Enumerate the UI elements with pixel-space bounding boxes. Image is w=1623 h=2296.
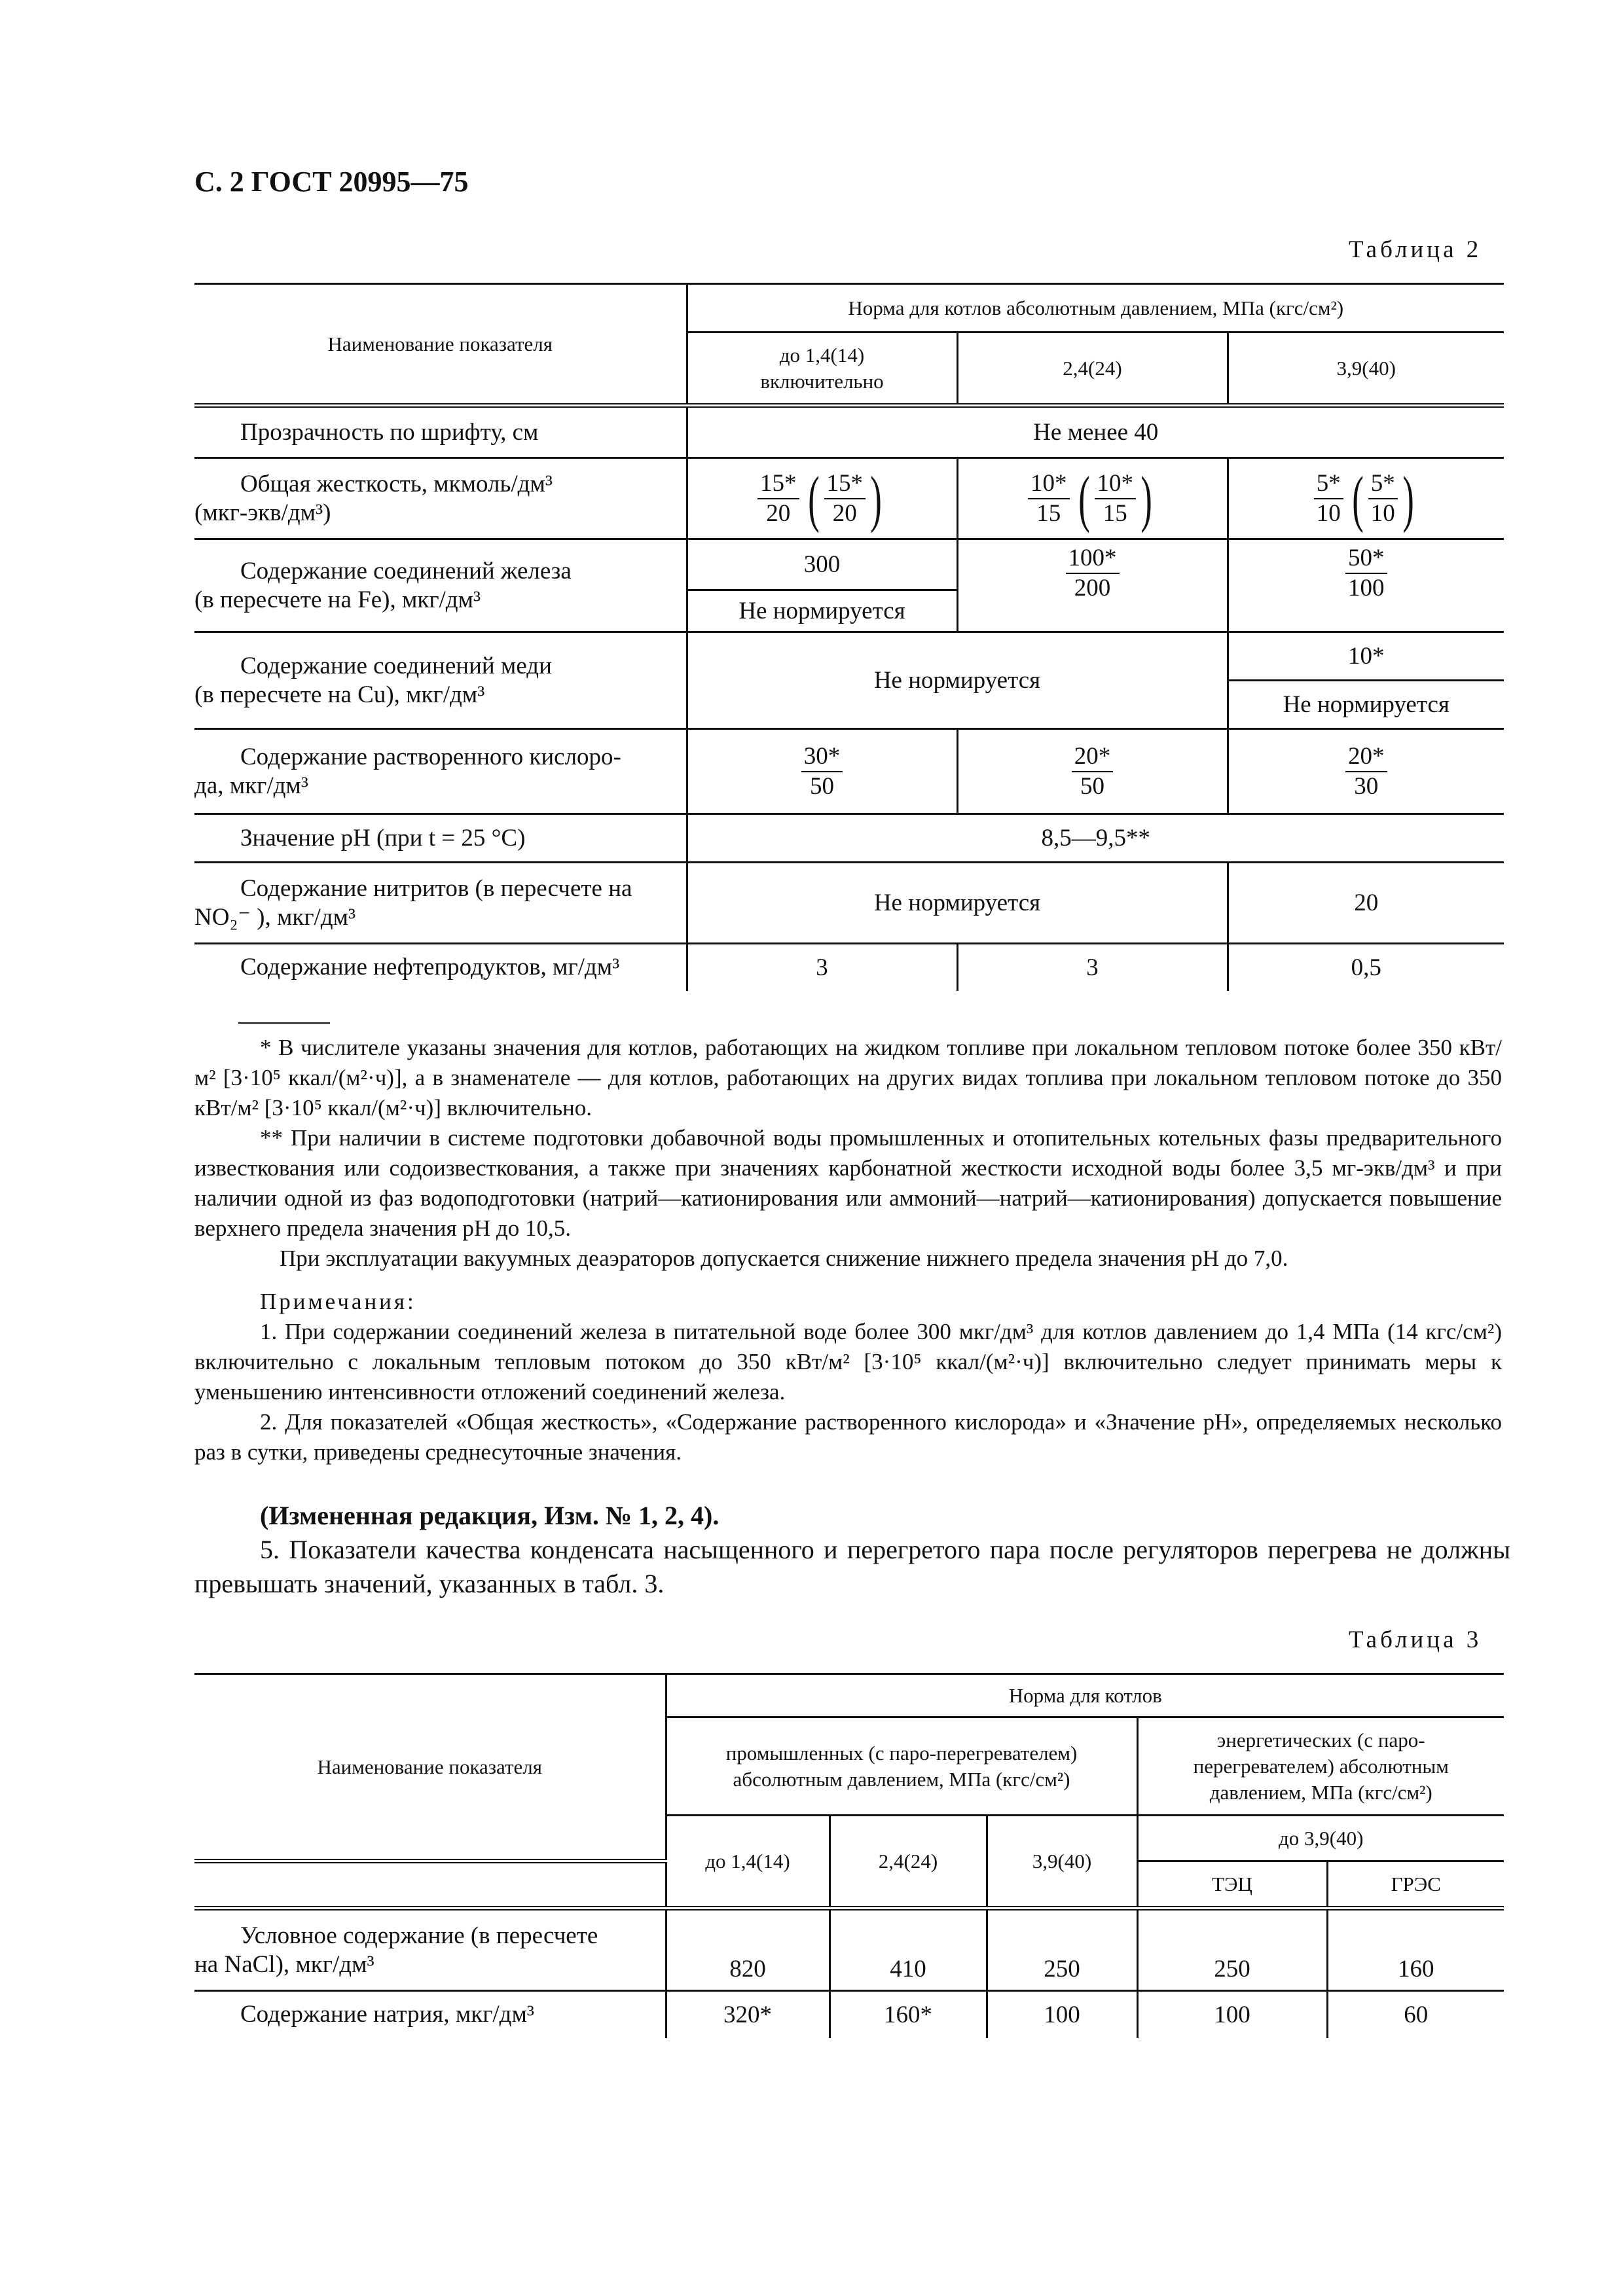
frac-den: 10: [1370, 499, 1395, 527]
t3-r2-c5: 60: [1327, 1991, 1504, 2038]
t2-r4-name: [194, 632, 687, 729]
footnote-3: При эксплуатации вакуумных деаэраторов допускается снижение нижнего предела значения pH до 7,0.: [280, 1246, 1288, 1271]
t3-c45: до 3,9(40): [1137, 1816, 1504, 1861]
t2-col2: 2,4(24): [957, 332, 1228, 406]
t2-r5-c1: [687, 729, 957, 814]
t3-c2: 2,4(24): [830, 1816, 987, 1909]
t3-c3: 3,9(40): [987, 1816, 1137, 1909]
t2-r6-value: 8,5—9,5**: [687, 814, 1504, 863]
t3-r1-c5: 160: [1327, 1909, 1504, 1991]
table3-caption: Таблица 3: [1349, 1626, 1482, 1653]
t2-r2-c1: $\frac{15*}{20}$ ( $\frac{15*}{20}$ ): [687, 458, 957, 539]
frac-num: 10*: [1028, 469, 1070, 499]
t2-r7-c12: Не нормируется: [687, 863, 1228, 944]
table3: [194, 1673, 1504, 2038]
t2-r2-name-b: (мкг-экв/дм³): [194, 499, 331, 526]
t2-r3-c1b: Не нормируется: [687, 590, 957, 632]
t3-c4: ТЭЦ: [1137, 1861, 1327, 1909]
frac-den: 50: [1080, 772, 1104, 800]
t2-r4-c3b: Не нормируется: [1228, 681, 1504, 729]
t3-r2-c2: 160*: [830, 1991, 987, 2038]
t3-col-name: Наименование показателя: [194, 1674, 666, 1861]
table2: [194, 283, 1504, 991]
t3-r1-c1: 820: [666, 1909, 830, 1991]
t3-r2-c4: 100: [1137, 1991, 1327, 2038]
t2-r5-c3: [1228, 729, 1504, 814]
t2-r3-name-b: (в пересчете на Fe), мкг/дм³: [194, 586, 481, 613]
t2-r3-c1: 300: [687, 539, 957, 590]
t2-r3-c2: [957, 539, 1228, 632]
t2-r5-name-b: да, мкг/дм³: [194, 772, 308, 799]
t2-r8-c1: 3: [687, 944, 957, 991]
paragraph-5: 5. Показатели качества конденсата насыщенного и перегретого пара после регуляторов перегрева не должны превышать значений, указанных в табл. 3.: [194, 1535, 1510, 1598]
t3-c5: ГРЭС: [1327, 1861, 1504, 1909]
frac-num: 100*: [1066, 544, 1120, 574]
frac-den: 20: [832, 499, 857, 527]
frac-num: 10*: [1095, 469, 1137, 499]
t3-r1-name-a: Условное содержание (в пересчете: [240, 1922, 598, 1949]
t2-r4-c3a: 10*: [1228, 632, 1504, 681]
t3-grp-ind: промышленных (с паро-перегревателем) абсолютным давлением, МПа (кгс/см²): [666, 1717, 1137, 1816]
t2-col-name: Наименование показателя: [194, 284, 687, 406]
revision-note: (Измененная редакция, Изм. № 1, 2, 4).: [260, 1501, 720, 1530]
frac-den: 15: [1103, 499, 1127, 527]
t2-r5-name: [194, 729, 687, 814]
t2-r3-name-a: Содержание соединений железа: [240, 557, 572, 584]
frac-num: 5*: [1314, 469, 1343, 499]
frac-den: 100: [1348, 575, 1385, 601]
t3-r1-c2: 410: [830, 1909, 987, 1991]
frac-num: 30*: [801, 742, 843, 772]
t2-r2-c2: $\frac{10*}{15}$ ( $\frac{10*}{15}$ ): [957, 458, 1228, 539]
t2-r1-value: Не менее 40: [687, 406, 1504, 458]
frac-den: 30: [1354, 772, 1379, 800]
main-text: [194, 1499, 1510, 1601]
t2-r7-name-b: NO₂⁻ ), мкг/дм³: [194, 903, 356, 931]
frac-den: 20: [766, 499, 791, 527]
t2-r1-name: Прозрачность по шрифту, см: [240, 418, 539, 446]
t2-r4-name-b: (в пересчете на Cu), мкг/дм³: [194, 681, 485, 708]
t3-r2-name: Содержание натрия, мкг/дм³: [240, 2001, 535, 2028]
t2-r8-c3: 0,5: [1228, 944, 1504, 991]
t2-r3-name: [194, 539, 687, 632]
frac-den: 50: [810, 772, 834, 800]
page-header: С. 2 ГОСТ 20995—75: [194, 166, 469, 198]
t3-grp-en: энергетических (с паро-перегревателем) абсолютным давлением, МПа (кгс/см²): [1137, 1717, 1504, 1816]
t2-col-group: Норма для котлов абсолютным давлением, МПа (кгс/см²): [687, 284, 1504, 332]
frac-num: 15*: [757, 469, 799, 499]
t2-col1: до 1,4(14) включительно: [687, 332, 957, 406]
t2-r5-name-a: Содержание растворенного кислоро-: [240, 743, 621, 770]
frac-num: 5*: [1368, 469, 1398, 499]
frac-den: 10: [1316, 499, 1341, 527]
t3-r1-name: [194, 1909, 666, 1991]
t2-r6-name: Значение pH (при t = 25 °C): [240, 824, 526, 852]
t3-r1-c4: 250: [1137, 1909, 1327, 1991]
t2-r4-name-a: Содержание соединений меди: [240, 652, 552, 679]
t2-r2-name: [194, 458, 687, 539]
note-1: 1. При содержании соединений железа в питательной воде более 300 мкг/дм³ для котлов давлением до 1,4 МПа (14 кгс/см²) включительно с локальным тепловым потоком до 350 кВт/м² [3·10⁵ ккал/(м²·ч)] включительно следует принимать меры к уменьшению интенсивности отложений соединений железа.: [194, 1319, 1502, 1405]
t2-r7-name-a: Содержание нитритов (в пересчете на: [240, 874, 632, 902]
footnote-1: * В числителе указаны значения для котлов, работающих на жидком топливе при локальном тепловом потоке более 350 кВт/м² [3·10⁵ ккал/(м²·ч)], а в знаменателе — для котлов, работающих на других видах топлива при локальном тепловом потоке до 350 кВт/м² [3·10⁵ ккал/(м²·ч)] включительно.: [194, 1035, 1502, 1121]
notes-title: Примечания:: [260, 1289, 416, 1314]
t3-r1-name-b: на NaCl), мкг/дм³: [194, 1950, 374, 1978]
frac-num: 20*: [1345, 742, 1387, 772]
frac-num: 20*: [1072, 742, 1114, 772]
t2-r3-c3: [1228, 539, 1504, 632]
t2-r8-c2: 3: [957, 944, 1228, 991]
t2-r7-c3: 20: [1228, 863, 1504, 944]
note-2: 2. Для показателей «Общая жесткость», «Содержание растворенного кислорода» и «Значение pH», определяемых несколько раз в сутки, приведены среднесуточные значения.: [194, 1409, 1502, 1465]
footnote-2: ** При наличии в системе подготовки добавочной воды промышленных и отопительных котельных фазы предварительного известкования или содоизвесткования, а также при значениях карбонатной жесткости исходной воды более 3,5 мг-экв/дм³ и при наличии одной из фаз водоподготовки (натрий—катионирования или аммоний—натрий—катионирования) допускается повышение верхнего предела значения pH до 10,5.: [194, 1125, 1502, 1241]
frac-den: 200: [1074, 575, 1111, 601]
t2-col3: 3,9(40): [1228, 332, 1504, 406]
t2-r7-name: [194, 863, 687, 944]
t2-r2-name-a: Общая жесткость, мкмоль/дм³: [240, 470, 553, 497]
table2-caption: Таблица 2: [1349, 236, 1482, 263]
t3-r2-c3: 100: [987, 1991, 1137, 2038]
t2-r5-c2: [957, 729, 1228, 814]
footnote-separator: [238, 1022, 330, 1024]
t3-r1-c3: 250: [987, 1909, 1137, 1991]
t3-c1: до 1,4(14): [666, 1816, 830, 1909]
frac-num: 50*: [1345, 544, 1387, 574]
t3-blank: [194, 1861, 666, 1909]
footnotes: [194, 1033, 1502, 1467]
t3-col-group: Норма для котлов: [666, 1674, 1504, 1717]
t2-r4-c12: Не нормируется: [687, 632, 1228, 729]
frac-den: 15: [1036, 499, 1061, 527]
t3-r2-c1: 320*: [666, 1991, 830, 2038]
t2-r2-c3: $\frac{5*}{10}$ ( $\frac{5*}{10}$ ): [1228, 458, 1504, 539]
frac-num: 15*: [824, 469, 866, 499]
t2-r8-name: Содержание нефтепродуктов, мг/дм³: [240, 954, 620, 981]
